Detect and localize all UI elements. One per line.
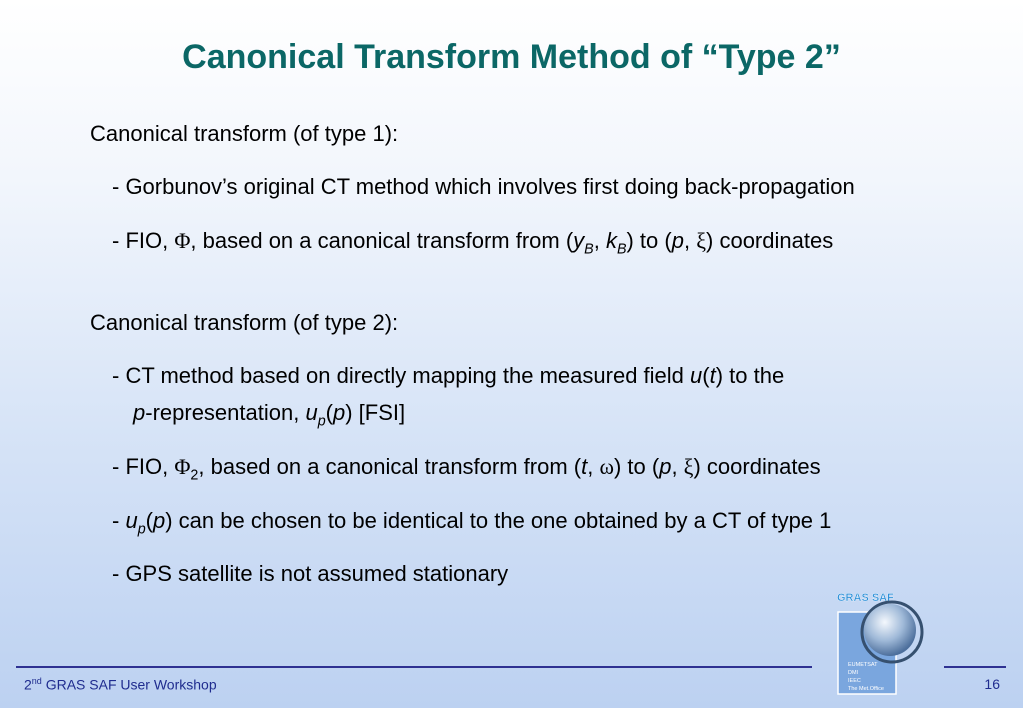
logo-line-1: EUMETSAT [848,662,878,668]
logo-line-2: DMI [848,670,859,676]
type1-bullet-1: - Gorbunov’s original CT method which involves first doing back-propagation [112,174,855,199]
page-number: 16 [984,676,1000,692]
globe-icon [864,604,916,656]
logo-title: GRAS SAF [837,592,894,604]
type1-bullet-2: - FIO, Φ, based on a canonical transform from ($y_B$, $k_B$) to (p, ξ) coordinates [112,228,834,258]
logo-line-4: The Met.Office [848,686,884,692]
type2-heading: Canonical transform (of type 2): [90,310,399,335]
logo-line-3: IEEC [848,678,861,684]
type2-bullet-1-line-2: p-representation, $u_p(p)$ [FSI] [133,400,406,430]
type2-bullet-4: - GPS satellite is not assumed stationary [112,561,509,586]
type2-bullet-2: - FIO, $\Phi_2$, based on a canonical transform from (t, ω) to (p, ξ) coordinates [112,454,821,484]
phi-symbol: Φ [174,228,191,253]
footer-divider-right [944,666,1006,668]
omega-symbol: ω [599,454,614,479]
type2-bullet-1-line-1: - CT method based on directly mapping the measured field u(t) to the [112,363,785,388]
slide-title: Canonical Transform Method of “Type 2” [182,38,841,76]
phi-symbol: Φ [174,454,191,479]
gras-saf-logo [832,590,937,695]
xi-symbol: ξ [696,228,707,253]
type1-heading: Canonical transform (of type 1): [90,121,399,146]
footer-workshop-label: 2nd GRAS SAF User Workshop [24,676,217,693]
xi-symbol: ξ [683,454,694,479]
footer-divider-left [16,666,812,668]
type2-bullet-3: - $u_p(p)$ can be chosen to be identical to the one obtained by a CT of type 1 [112,508,832,538]
